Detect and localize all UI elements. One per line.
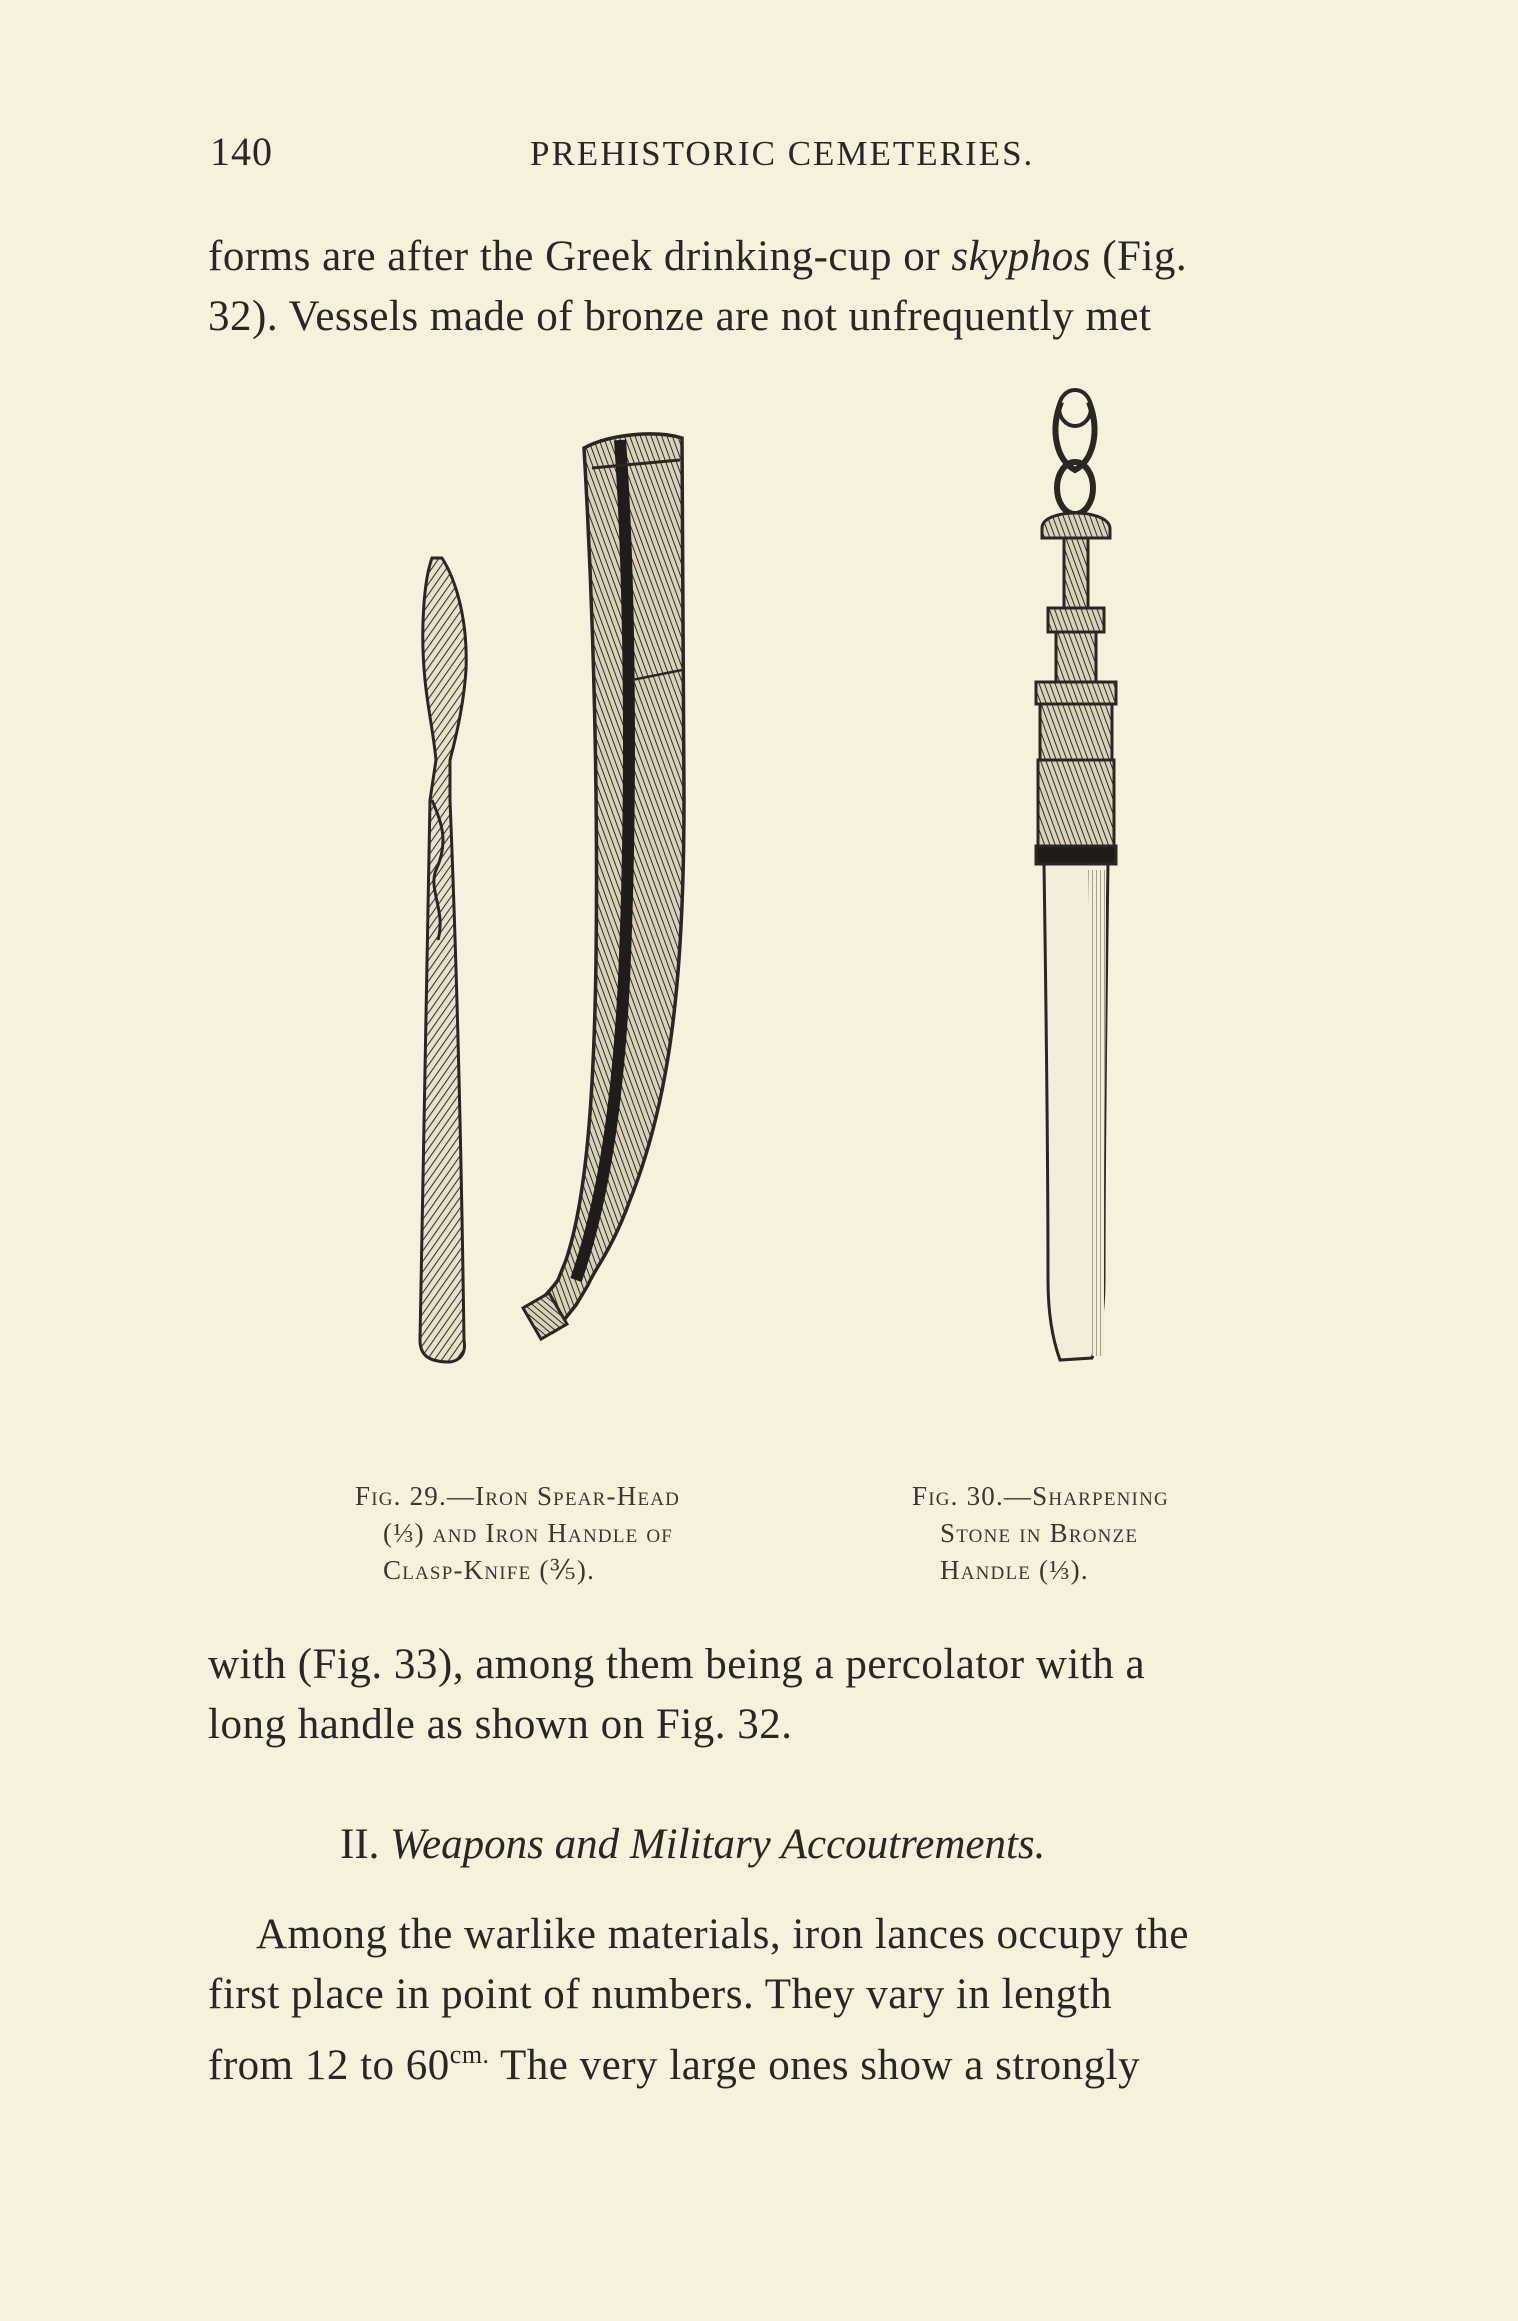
page-number: 140	[210, 129, 273, 174]
paragraph-3-line-1: Among the warlike materials, iron lances occupy the	[256, 1911, 1189, 1958]
caption-line: Stone in Bronze	[940, 1518, 1139, 1548]
caption-line: Fig. 30.—Sharpening	[912, 1481, 1169, 1511]
paragraph-3-line-2: first place in point of numbers. They vary in length	[208, 1971, 1113, 2018]
caption-line: Handle (⅓).	[940, 1555, 1089, 1585]
caption-line: Fig. 29.—Iron Spear-Head	[355, 1481, 681, 1511]
figure-29-caption	[355, 1478, 680, 1589]
text-run: (Fig.	[1090, 233, 1188, 280]
spear-head-illustration	[420, 558, 466, 1362]
text-run: forms are after the Greek drinking-cup or	[208, 233, 952, 280]
caption-line: Clasp-Knife (⅗).	[383, 1555, 596, 1585]
caption-line: (⅓) and Iron Handle of	[383, 1518, 674, 1548]
text-run: from 12 to 60	[208, 2042, 450, 2089]
figure-30-caption	[912, 1478, 1169, 1589]
text-run: The very large ones show a strongly	[489, 2042, 1141, 2089]
running-title: PREHISTORIC CEMETERIES.	[530, 134, 1035, 173]
section-heading	[340, 1820, 1045, 1869]
paragraph-3-line-3	[208, 2026, 1384, 2095]
paragraph-2-line-1: with (Fig. 33), among them being a percolator with a	[208, 1641, 1146, 1688]
italic-term: skyphos	[951, 233, 1091, 280]
paragraph-1-line-1	[208, 228, 1384, 286]
paragraph-2-line-2: long handle as shown on Fig. 32.	[208, 1701, 793, 1748]
sharpening-stone-illustration	[1036, 390, 1116, 1360]
paragraph-1-line-2: 32). Vessels made of bronze are not unfrequently met	[208, 293, 1152, 340]
unit-superscript: cm.	[449, 2040, 490, 2069]
section-title: Weapons and Military Accoutrements.	[390, 1821, 1046, 1868]
page-header	[210, 128, 1380, 178]
clasp-knife-handle-illustration	[523, 434, 684, 1339]
figure-illustrations	[380, 380, 1140, 1470]
section-number: II.	[340, 1821, 391, 1868]
